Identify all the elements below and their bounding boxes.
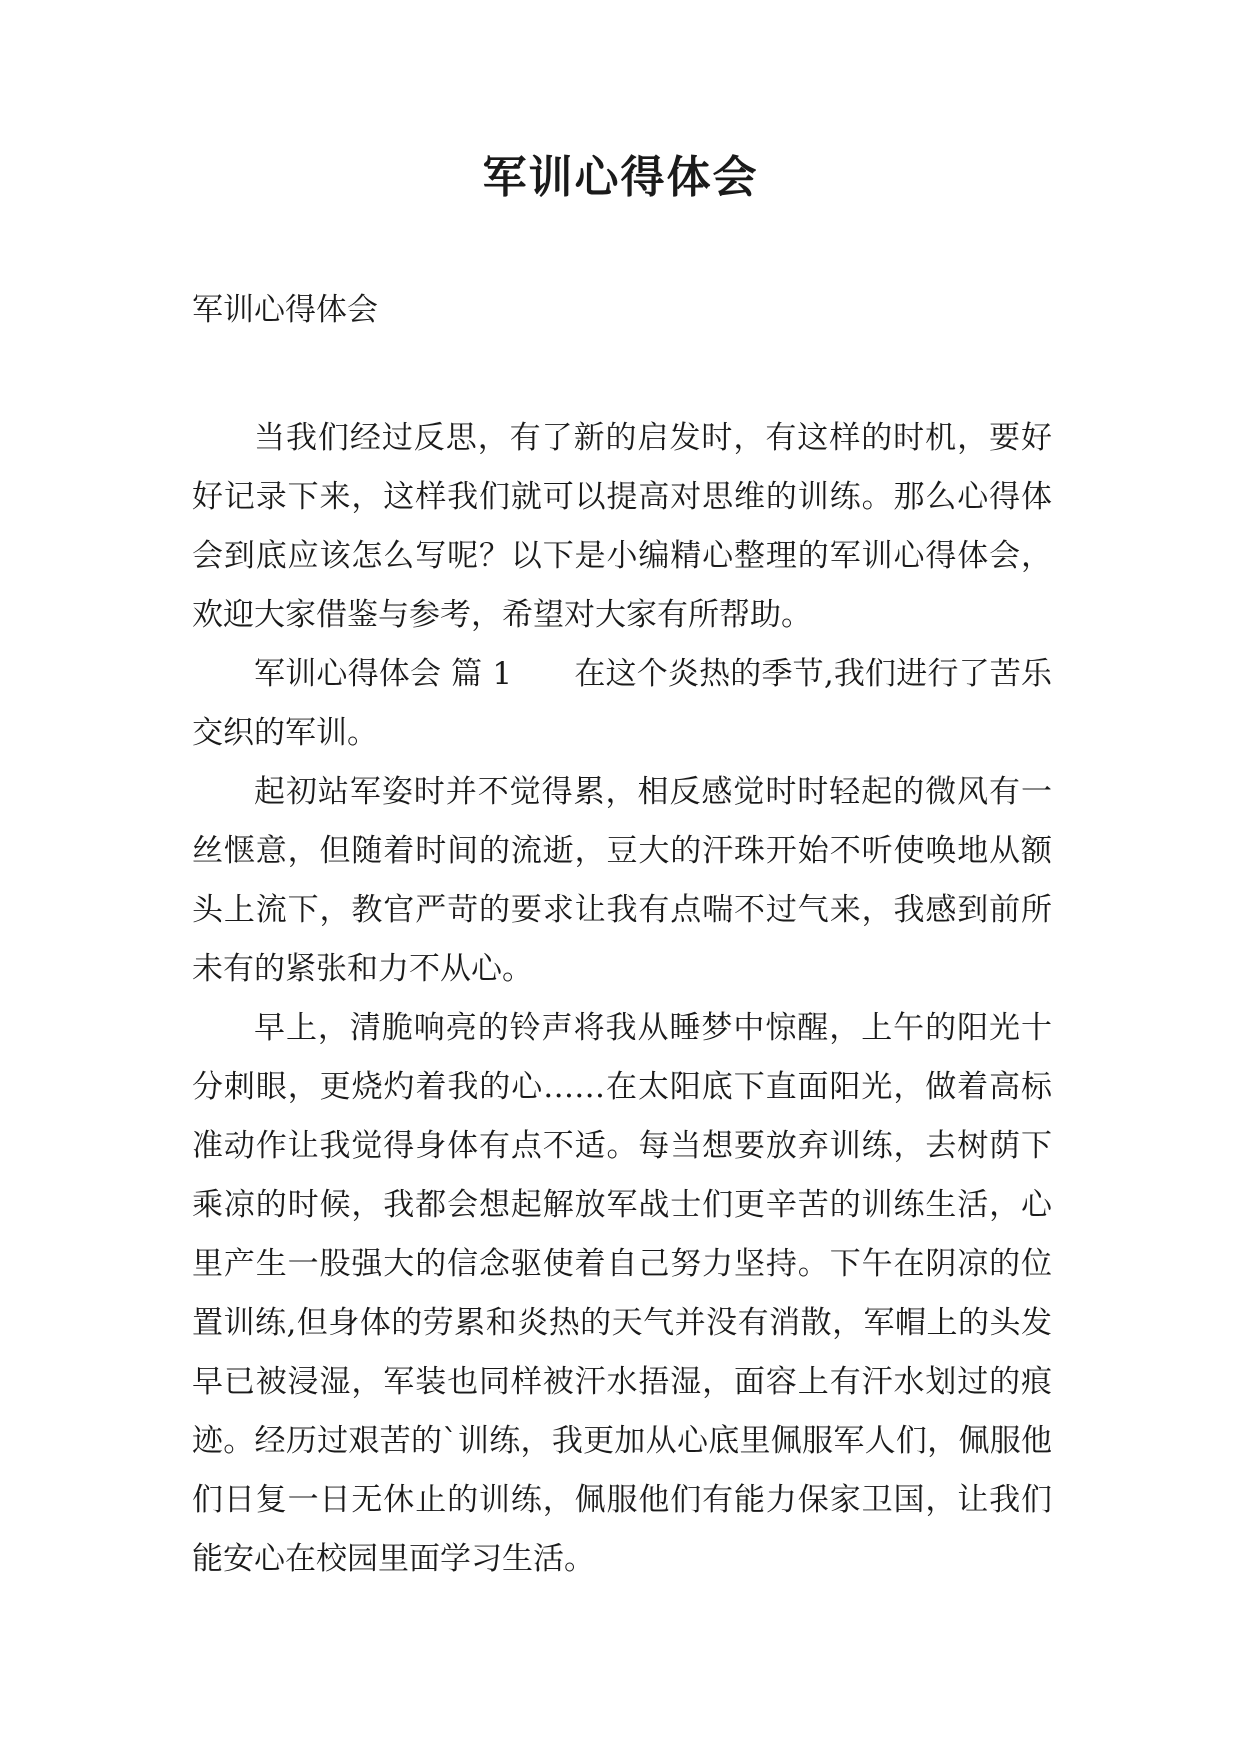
paragraph-section-1 xyxy=(192,645,1052,763)
paragraph-standing: 起初站军姿时并不觉得累，相反感觉时时轻起的微风有一丝惬意，但随着时间的流逝，豆大的汗珠开始不听使唤地从额头上流下，教官严苛的要求让我有点喘不过气来，我感到前所未有的紧张和力不从心。 xyxy=(192,774,1052,987)
section-heading: 军训心得体会 篇 1 xyxy=(254,656,513,692)
paragraph-morning: 早上，清脆响亮的铃声将我从睡梦中惊醒，上午的阳光十分刺眼，更烧灼着我的心……在太阳底下直面阳光，做着高标准动作让我觉得身体有点不适。每当想要放弃训练，去树荫下乘凉的时候，我都会想起解放军战士们更辛苦的训练生活，心里产生一股强大的信念驱使着自己努力坚持。下午在阴凉的位置训练,但身体的劳累和炎热的天气并没有消散，军帽上的头发早已被浸湿，军装也同样被汗水捂湿，面容上有汗水划过的痕迹。经历过艰苦的`训练，我更加从心底里佩服军人们，佩服他们日复一日无休止的训练，佩服他们有能力保家卫国，让我们能安心在校园里面学习生活。 xyxy=(192,1010,1052,1577)
paragraph-intro: 当我们经过反思，有了新的启发时，有这样的时机，要好好记录下来，这样我们就可以提高对思维的训练。那么心得体会到底应该怎么写呢？以下是小编精心整理的军训心得体会，欢迎大家借鉴与参考，希望对大家有所帮助。 xyxy=(192,420,1052,633)
document-title: 军训心得体会 xyxy=(482,152,759,203)
document-subtitle: 军训心得体会 xyxy=(192,292,378,328)
document-body xyxy=(192,409,1052,1589)
section-text: 在这个炎热的季节,我们进行了苦乐交织的军训。 xyxy=(192,656,1052,751)
